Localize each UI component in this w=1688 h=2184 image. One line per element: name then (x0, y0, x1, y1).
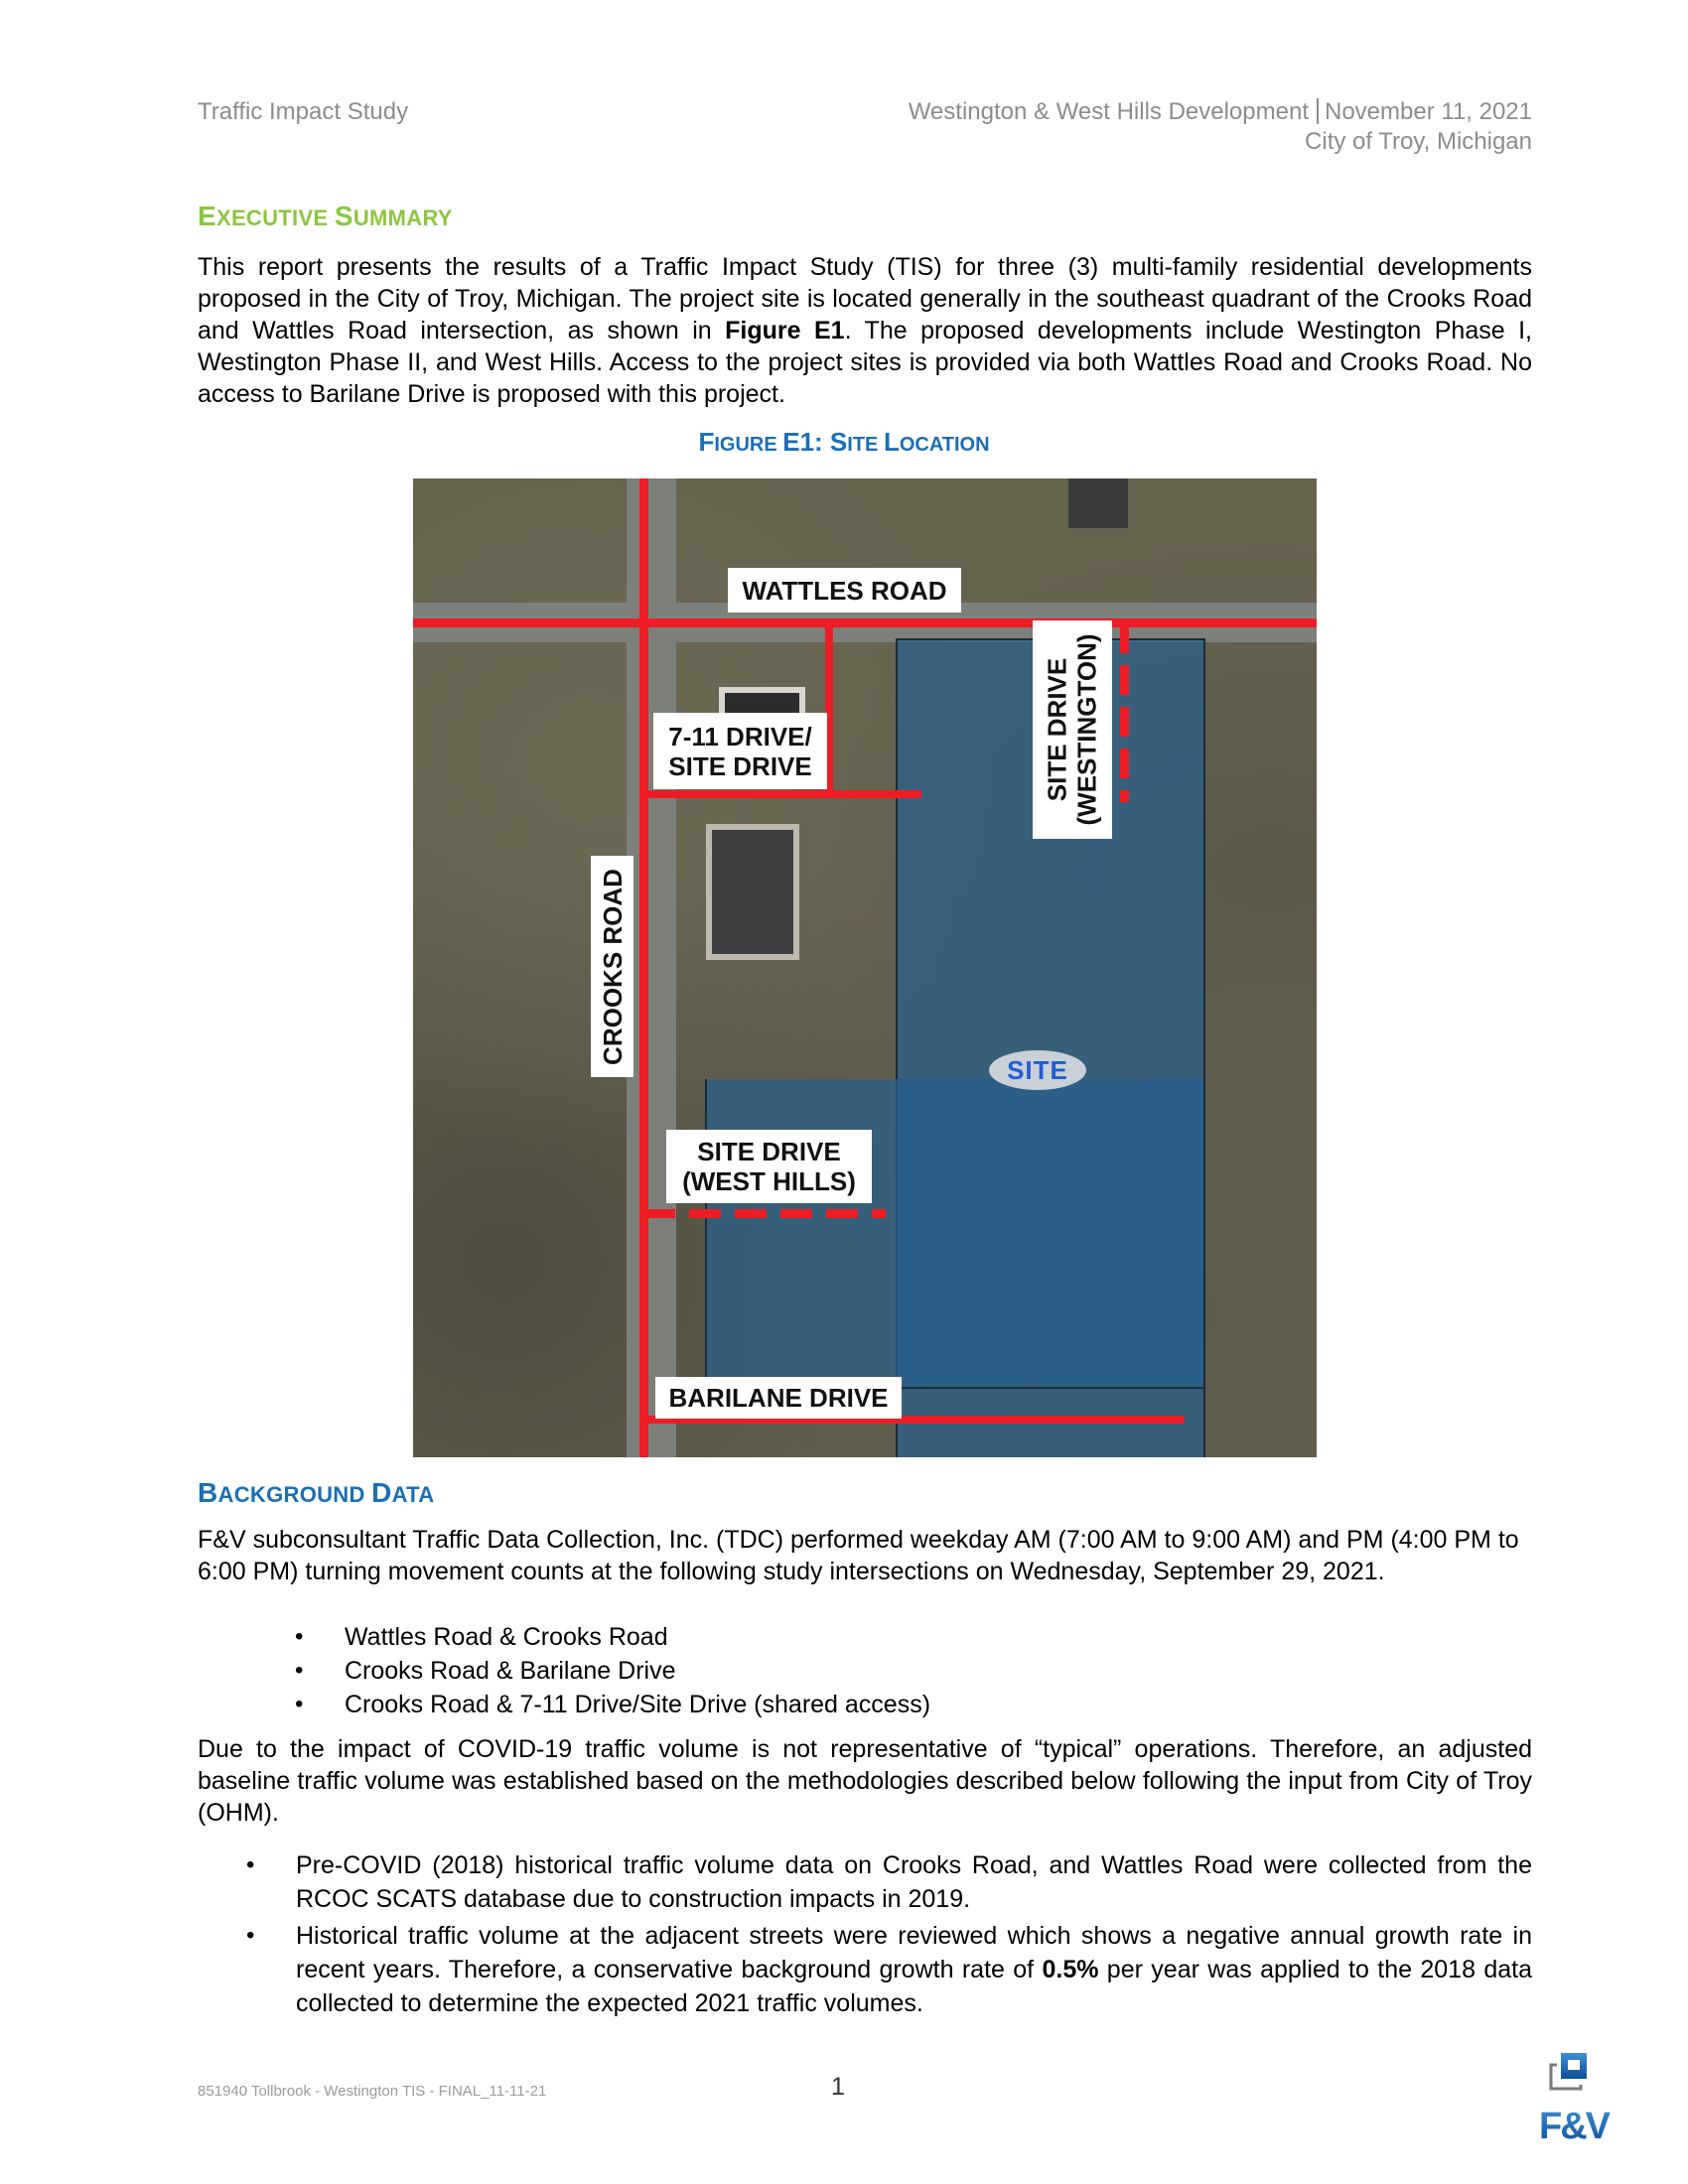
fv-logo-icon (1519, 2045, 1628, 2144)
heading-smallcaps: UMMARY (352, 205, 453, 230)
heading-cap: E (198, 201, 216, 231)
seven-eleven-drive-line-h (643, 790, 921, 798)
executive-summary-paragraph (198, 251, 1532, 410)
logo-text: F&V (1539, 2106, 1609, 2144)
office-building (706, 824, 799, 960)
list-text: Historical traffic volume at the adjacent streets were reviewed which shows a negative annual growth rate in recent years. Therefore, a conservative background growth rate of (296, 1922, 1532, 1983)
heading-smallcaps: XECUTIVE (215, 205, 335, 230)
figure-caption (0, 427, 1688, 458)
wattles-road-line (413, 618, 1317, 627)
heading-cap: B (198, 1477, 218, 1508)
label-barilane-drive: BARILANE DRIVE (655, 1377, 902, 1419)
label-7-11-drive (653, 713, 827, 789)
heading-smallcaps: ACKGROUND (217, 1482, 372, 1507)
label-line: SITE DRIVE (1043, 657, 1072, 802)
caption-smallcaps: IGURE (714, 434, 783, 456)
para-text: . The proposed developments include Westington Phase I, Westington Phase II, and West Hills. Access to the project sites is provided via both Wattles Road and Crooks Road. No access to Barilane Drive is proposed with this project. (198, 317, 1532, 408)
caption-cap: E1: S (782, 427, 848, 457)
caption-cap: F (698, 427, 715, 457)
list-item: • Wattles Road & Crooks Road (295, 1620, 930, 1654)
fv-logo (1519, 2045, 1628, 2144)
westington-drive-dashed-line (1120, 623, 1129, 802)
header-location: City of Troy, Michigan (1305, 128, 1532, 155)
methodology-list (246, 1848, 1532, 2023)
footer-document-id: 851940 Tollbrook - Westington TIS - FINAL_11-11-21 (198, 2083, 547, 2100)
header-separator (1317, 98, 1319, 124)
label-wattles-road: WATTLES ROAD (728, 568, 961, 613)
heading-cap: S (334, 201, 353, 231)
heading-smallcaps: ATA (391, 1482, 435, 1507)
list-text: per year was applied to the 2018 data collected to determine the expected 2021 traffic volumes. (296, 1956, 1532, 2017)
heading-cap: D (371, 1477, 392, 1508)
para-text: This report presents the results of a Traffic Impact Study (TIS) for three (3) multi-family residential developments proposed in the City of Troy, Michigan. The project site is located generally in the southeast quadrant of the Crooks Road and Wattles Road intersection, as shown in (198, 253, 1532, 344)
background-data-paragraph: F&V subconsultant Traffic Data Collection, Inc. (TDC) performed weekday AM (7:00 AM to 9:00 AM) and PM (4:00 PM to 6:00 PM) turning movement counts at the following study intersections on Wednesday, September 29, 2021. (198, 1526, 1519, 1585)
executive-summary-heading (198, 201, 453, 232)
label-crooks-road (591, 856, 633, 1077)
figure-reference: Figure E1 (725, 317, 845, 344)
list-item: • Crooks Road & 7-11 Drive/Site Drive (shared access) (295, 1688, 930, 1721)
running-header-title: Traffic Impact Study (198, 98, 409, 125)
label-line: 7-11 DRIVE/ (668, 721, 812, 751)
label-site-drive-westington (1033, 620, 1112, 839)
site-location-map (413, 478, 1317, 1457)
list-item: • Pre-COVID (2018) historical traffic volume data on Crooks Road, and Wattles Road were collected from the RCOC SCATS database due to construction impacts in 2019. (246, 1848, 1532, 1916)
label-site: SITE (989, 1050, 1086, 1090)
label-line: (WESTINGTON) (1072, 633, 1102, 826)
caption-cap: L (883, 427, 900, 457)
page-number: 1 (831, 2073, 845, 2101)
label-line: CROOKS ROAD (597, 868, 628, 1065)
study-intersections-list (295, 1620, 930, 1721)
caption-smallcaps: ITE (847, 434, 884, 456)
label-line: SITE DRIVE (697, 1137, 841, 1166)
caption-smallcaps: OCATION (899, 434, 990, 456)
site-area-south (705, 1079, 1205, 1389)
header-date: November 11, 2021 (1324, 98, 1532, 125)
header-project: Westington & West Hills Development (908, 98, 1309, 125)
covid-adjustment-paragraph: Due to the impact of COVID-19 traffic volume is not representative of “typical” operations. Therefore, an adjusted baseline traffic volume was established based on the methodologies described below following the input from City of Troy (OHM). (198, 1735, 1532, 1827)
list-item: • Crooks Road & Barilane Drive (295, 1654, 930, 1688)
label-line: (WEST HILLS) (682, 1166, 856, 1196)
header-project-line (909, 97, 1532, 127)
west-hills-drive-dashed-line (643, 1209, 886, 1218)
house (1068, 478, 1128, 528)
list-item (246, 1919, 1532, 2020)
label-line: SITE DRIVE (668, 751, 812, 781)
label-site-drive-west-hills (666, 1130, 872, 1203)
running-header-right (909, 97, 1532, 157)
growth-rate-value: 0.5% (1042, 1956, 1099, 1983)
background-data-heading (198, 1477, 434, 1509)
